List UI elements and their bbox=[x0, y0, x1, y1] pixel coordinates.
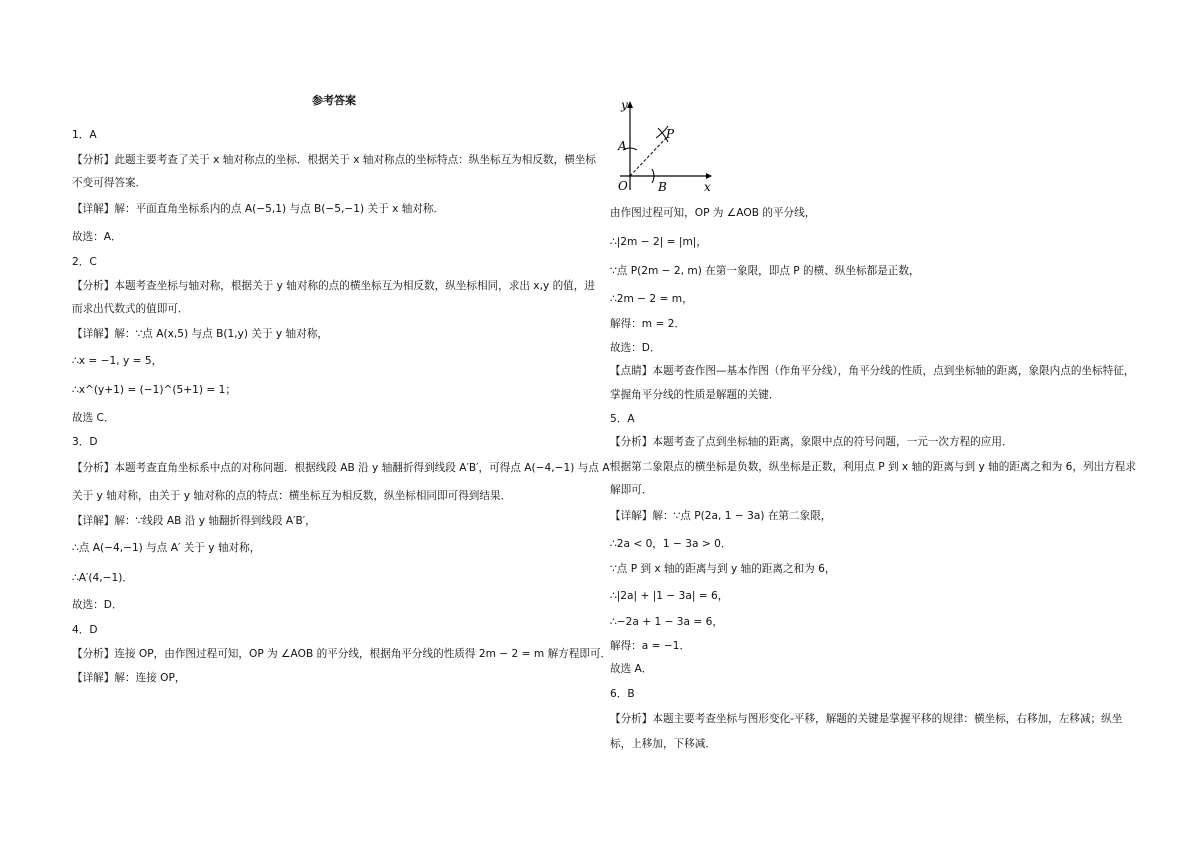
answer-6-heading: 6．B bbox=[610, 688, 635, 700]
answer-3-analysis: 【分析】本题考查直角坐标系中点的对称问题．根据线段 AB 沿 y 轴翻折得到线段 A′B′，可得点 A(−4,−1) 与点 A′ bbox=[72, 462, 612, 474]
answer-2-heading: 2．C bbox=[72, 256, 97, 268]
answer-5-analysis: 【分析】本题考查了点到坐标轴的距离，象限中点的符号问题，一元一次方程的应用． bbox=[610, 436, 1013, 448]
answer-5-step-4: ∴−2a + 1 − 3a = 6， bbox=[610, 616, 723, 628]
answer-3-step-1: ∴点 A(−4,−1) 与点 A′ 关于 y 轴对称， bbox=[72, 542, 261, 554]
y-axis-arrow-icon bbox=[627, 101, 633, 108]
q4-comment: 【点睛】本题考查作图—基本作图（作角平分线），角平分线的性质，点到坐标轴的距离，象限内点的坐标特征， bbox=[610, 365, 1135, 377]
answer-4-analysis: 【分析】连接 OP，由作图过程可知，OP 为 ∠AOB 的平分线，根据角平分线的性质得 2m − 2 = m 解方程即可． bbox=[72, 648, 612, 660]
point-b-label: B bbox=[658, 180, 667, 194]
answer-5-analysis-3: 解即可． bbox=[610, 484, 653, 496]
y-label: y bbox=[621, 98, 628, 112]
answer-1-detail: 【详解】解：平面直角坐标系内的点 A(−5,1) 与点 B(−5,−1) 关于 x 轴对称． bbox=[72, 203, 445, 215]
answer-5-analysis-2: 根据第二象限点的横坐标是负数，纵坐标是正数，利用点 P 到 x 轴的距离与到 y 轴的距离之和为 6，列出方程求 bbox=[610, 461, 1136, 473]
answer-5-detail: 【详解】解：∵点 P(2a, 1 − 3a) 在第二象限， bbox=[610, 510, 832, 522]
answer-5-step-2: ∵点 P 到 x 轴的距离与到 y 轴的距离之和为 6， bbox=[610, 563, 836, 575]
answer-3-step-2: ∴A′(4,−1)． bbox=[72, 572, 133, 584]
answer-6-analysis-cont: 标，上移加，下移减． bbox=[610, 738, 716, 750]
q4-line-3: ∵点 P(2m − 2, m) 在第一象限，即点 P 的横、纵坐标都是正数， bbox=[610, 265, 920, 277]
bisector-op bbox=[630, 136, 668, 176]
answer-5-choice: 故选 A． bbox=[610, 663, 653, 675]
answer-4-detail: 【详解】解：连接 OP， bbox=[72, 672, 186, 684]
q4-choice: 故选：D． bbox=[610, 342, 661, 354]
answer-3-analysis-cont: 关于 y 轴对称，由关于 y 轴对称的点的特点：横坐标互为相反数，纵坐标相同即可得到结果． bbox=[72, 490, 512, 502]
q4-line-2: ∴|2m − 2| = |m|， bbox=[610, 236, 707, 248]
origin-label: O bbox=[618, 179, 628, 193]
answer-5-step-5: 解得：a = −1． bbox=[610, 640, 691, 652]
angle-bisector-figure bbox=[610, 96, 720, 196]
page-title: 参考答案 bbox=[312, 94, 356, 107]
q4-comment-cont: 掌握角平分线的性质是解题的关键． bbox=[610, 389, 780, 401]
answer-2-analysis-cont: 而求出代数式的值即可． bbox=[72, 303, 189, 315]
q4-line-5: 解得：m = 2． bbox=[610, 318, 686, 330]
answer-1-heading: 1．A bbox=[72, 129, 97, 141]
q4-line-4: ∴2m − 2 = m， bbox=[610, 293, 693, 305]
q4-line-1: 由作图过程可知，OP 为 ∠AOB 的平分线， bbox=[610, 207, 816, 219]
answer-1-analysis-cont: 不变可得答案． bbox=[72, 177, 147, 189]
answer-3-choice: 故选：D． bbox=[72, 599, 123, 611]
point-p-label: P bbox=[666, 127, 675, 141]
answer-1-analysis: 【分析】此题主要考查了关于 x 轴对称点的坐标．根据关于 x 轴对称点的坐标特点：纵坐标互为相反数，横坐标 bbox=[72, 154, 596, 166]
answer-2-detail: 【详解】解：∵点 A(x,5) 与点 B(1,y) 关于 y 轴对称， bbox=[72, 328, 328, 340]
answer-6-analysis: 【分析】本题主要考查坐标与图形变化-平移，解题的关键是掌握平移的规律：横坐标，右移加，左移减；纵坐 bbox=[610, 713, 1123, 725]
answer-3-detail: 【详解】解：∵线段 AB 沿 y 轴翻折得到线段 A′B′， bbox=[72, 515, 316, 527]
answer-2-analysis: 【分析】本题考查坐标与轴对称，根据关于 y 轴对称的点的横坐标互为相反数，纵坐标相同，求出 x,y 的值，进 bbox=[72, 280, 595, 292]
x-axis-arrow-icon bbox=[706, 173, 712, 179]
answer-5-step-3: ∴|2a| + |1 − 3a| = 6， bbox=[610, 590, 729, 602]
x-label: x bbox=[704, 180, 711, 194]
answer-4-heading: 4．D bbox=[72, 624, 98, 636]
answer-2-step-1: ∴x = −1, y = 5， bbox=[72, 355, 163, 367]
answer-5-heading: 5．A bbox=[610, 413, 635, 425]
point-a-label: A bbox=[618, 139, 627, 153]
answer-5-step-1: ∴2a < 0，1 − 3a > 0． bbox=[610, 538, 732, 550]
answer-2-choice: 故选 C． bbox=[72, 412, 115, 424]
answer-3-heading: 3．D bbox=[72, 436, 98, 448]
answer-1-choice: 故选：A． bbox=[72, 231, 122, 243]
answer-2-step-2: ∴x^(y+1) = (−1)^(5+1) = 1； bbox=[72, 384, 236, 396]
